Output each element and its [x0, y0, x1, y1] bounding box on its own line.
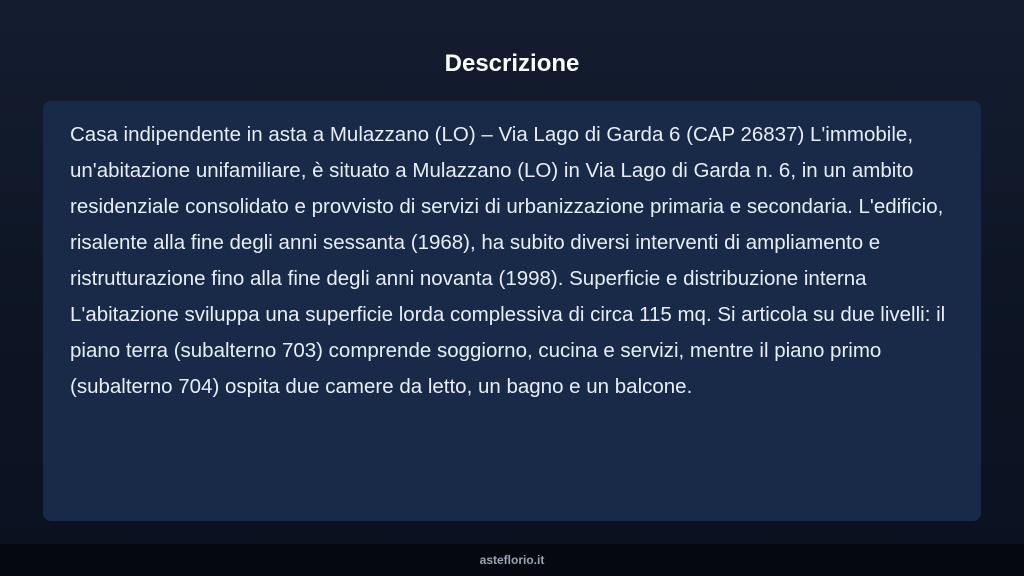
- footer-site-label: asteflorio.it: [479, 553, 545, 567]
- footer-bar: [0, 544, 1024, 576]
- description-text: Casa indipendente in asta a Mulazzano (LO) – Via Lago di Garda 6 (CAP 26837) L'immobile, un'abitazione unifamiliare, è situato a Mulazzano (LO) in Via Lago di Garda n. 6, in un ambito residenziale consolidato e provvisto di servizi di urbanizzazione primaria e secondaria. L'edificio, risalente alla fine degli anni sessanta (1968), ha subito diversi interventi di ampliamento e ristrutturazione fino alla fine degli anni novanta (1998). Superficie e distribuzione interna L'abitazione sviluppa una superficie lorda complessiva di circa 115 mq. Si articola su due livelli: il piano terra (subalterno 703) comprende soggiorno, cucina e servizi, mentre il piano primo (subalterno 704) ospita due camere da letto, un bagno e un balcone.: [70, 123, 946, 398]
- description-card: [43, 101, 981, 521]
- page-title: Descrizione: [444, 50, 580, 77]
